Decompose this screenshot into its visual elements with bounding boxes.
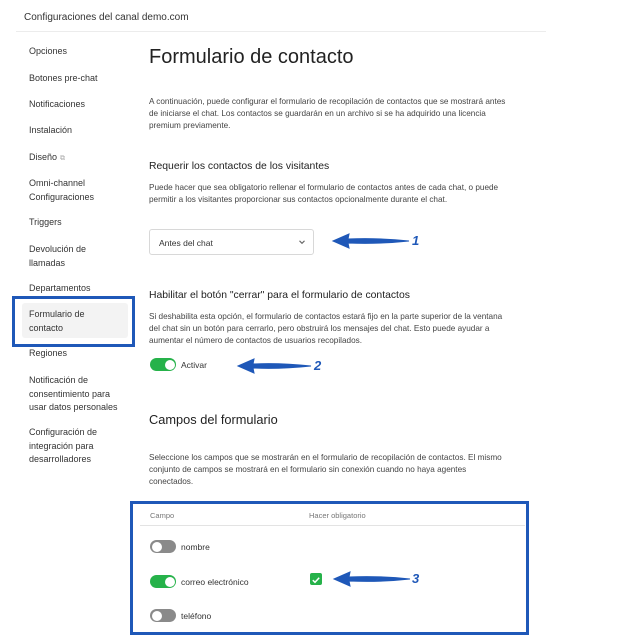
sidebar-item-consentimiento[interactable]: Notificación de consentimiento para usar datos personales	[29, 375, 118, 412]
column-header-required: Hacer obligatorio	[309, 511, 366, 520]
sidebar-item-botones-pre-chat[interactable]: Botones pre-chat	[29, 73, 98, 83]
intro-text: A continuación, puede configurar el formulario de recopilación de contactos que se mostrará antes de iniciarse el chat. Los contactos se guardarán en un archivo si se ha adquirido una licencia premium previamente.	[149, 97, 506, 131]
field-label-telefono: teléfono	[181, 611, 212, 621]
annotation-marker-1: 1	[412, 233, 420, 248]
field-label-nombre: nombre	[181, 542, 210, 552]
sidebar-item-integracion-desarrolladores[interactable]: Configuración de integración para desarrolladores	[29, 427, 98, 464]
sidebar-item-departamentos[interactable]: Departamentos	[29, 283, 91, 293]
annotation-marker-2: 2	[314, 358, 322, 373]
sidebar-item-formulario-contacto[interactable]: Formulario de contacto	[29, 309, 85, 333]
require-contacts-description: Puede hacer que sea obligatorio rellenar el formulario de contactos antes de cada chat, o puede permitir a los visitantes proporcionar sus contactos opcionalmente durante el chat.	[149, 183, 499, 205]
sidebar-item-devolucion-llamadas[interactable]: Devolución de llamadas	[29, 244, 87, 268]
channel-settings-title: Configuraciones del canal demo.com	[24, 12, 189, 23]
sidebar-item-instalacion[interactable]: Instalación	[29, 125, 73, 135]
sidebar-item-opciones[interactable]: Opciones	[29, 46, 68, 56]
close-button-heading: Habilitar el botón "cerrar" para el formulario de contactos	[149, 290, 410, 301]
sidebar-item-regiones[interactable]: Regiones	[29, 348, 68, 358]
field-label-correo: correo electrónico	[181, 577, 249, 587]
select-value: Antes del chat	[159, 238, 213, 248]
close-button-toggle-label: Activar	[181, 360, 207, 370]
close-button-description: Si deshabilita esta opción, el formulario de contactos estará fijo en la parte superior de la ventana del chat sin un botón para cerrarlo, pero obstruirá los mensajes del chat. Esto puede ayudar a aumentar el número de contactos de usuarios recopilados.	[149, 312, 503, 346]
sidebar-item-notificaciones[interactable]: Notificaciones	[29, 99, 86, 109]
sidebar-item-omni-channel[interactable]: Omni-channel Configuraciones	[29, 178, 95, 202]
form-fields-heading: Campos del formulario	[149, 412, 278, 427]
external-link-icon: ⧉	[60, 155, 66, 162]
require-contacts-heading: Requerir los contactos de los visitantes	[149, 161, 330, 172]
sidebar-item-triggers[interactable]: Triggers	[29, 217, 62, 227]
column-header-field: Campo	[150, 511, 175, 520]
page-title: Formulario de contacto	[149, 46, 354, 68]
arrow-2-icon	[238, 359, 311, 373]
arrow-1-icon	[333, 234, 409, 248]
arrow-3-icon	[334, 572, 410, 586]
form-fields-description: Seleccione los campos que se mostrarán en el formulario de recopilación de contactos. El mismo conjunto de campos se mostrará en el formulario sin conexión cuando no haya agentes conectados.	[149, 453, 502, 487]
annotation-marker-3: 3	[412, 571, 420, 586]
sidebar-item-diseno-label: Diseño	[29, 152, 58, 162]
